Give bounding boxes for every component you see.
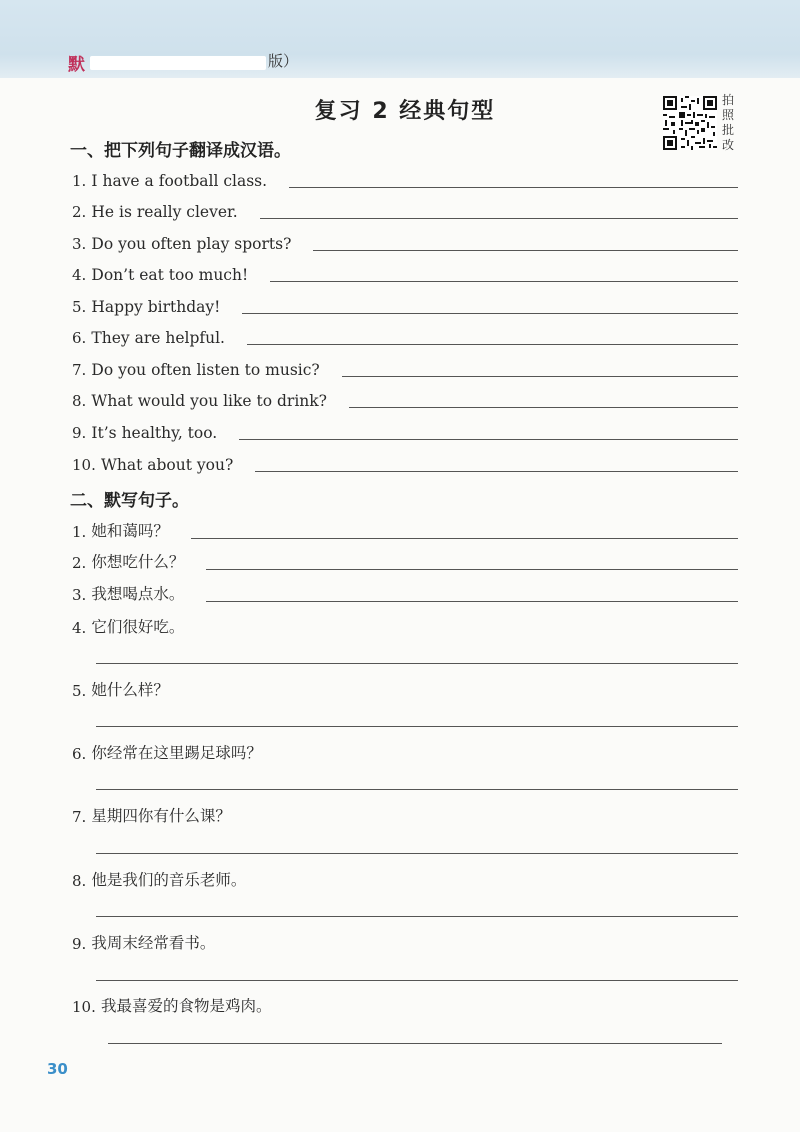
translate-item — [72, 262, 738, 284]
item-sentence: It’s healthy, too. — [91, 424, 218, 442]
answer-line[interactable] — [96, 726, 738, 727]
answer-line[interactable] — [313, 250, 738, 251]
translate-item — [72, 357, 738, 379]
item-number: 2. — [72, 203, 87, 221]
page-title: 复习 2 经典句型 — [314, 99, 496, 124]
item-prompt: 她和蔼吗？ — [91, 522, 169, 540]
edition-label: 版） — [268, 52, 299, 70]
answer-line[interactable] — [342, 376, 738, 377]
item-number: 5. — [72, 682, 87, 700]
item-prompt: 你经常在这里踢足球吗？ — [91, 744, 262, 762]
answer-line[interactable] — [96, 916, 738, 917]
qr-code-icon[interactable] — [663, 96, 717, 150]
item-number: 2. — [72, 554, 87, 572]
translate-item — [72, 231, 738, 253]
item-number: 9. — [72, 935, 87, 953]
item-sentence: I have a football class. — [91, 172, 268, 190]
dictation-item — [72, 868, 738, 890]
answer-line[interactable] — [206, 569, 738, 570]
item-number: 7. — [72, 808, 87, 826]
item-prompt: 我想喝点水。 — [91, 585, 185, 603]
item-number: 9. — [72, 424, 87, 442]
item-number: 1. — [72, 523, 87, 541]
page-number: 30 — [47, 1060, 68, 1078]
item-number: 4. — [72, 619, 87, 637]
answer-line[interactable] — [255, 471, 738, 472]
item-sentence: What about you? — [100, 456, 234, 474]
item-sentence: What would you like to drink? — [91, 392, 327, 410]
item-number: 8. — [72, 392, 87, 410]
answer-line[interactable] — [242, 313, 738, 314]
answer-line[interactable] — [96, 980, 738, 981]
answer-line[interactable] — [289, 187, 738, 188]
item-number: 1. — [72, 172, 87, 190]
dictation-item — [72, 615, 738, 637]
section-heading-translate: 一、把下列句子翻译成汉语。 — [70, 141, 291, 161]
answer-line[interactable] — [349, 407, 738, 408]
answer-line[interactable] — [96, 789, 738, 790]
item-number: 7. — [72, 361, 87, 379]
item-sentence: They are helpful. — [91, 329, 225, 347]
translate-item — [72, 294, 738, 316]
item-prompt: 它们很好吃。 — [91, 618, 185, 636]
item-prompt: 星期四你有什么课？ — [91, 807, 231, 825]
item-number: 6. — [72, 745, 87, 763]
translate-item — [72, 420, 738, 442]
answer-line[interactable] — [239, 439, 738, 440]
qr-caption: 拍照批改 — [722, 93, 735, 152]
dictation-item — [72, 550, 738, 572]
item-sentence: Do you often play sports? — [91, 235, 292, 253]
translate-item — [72, 388, 738, 410]
dictation-item — [72, 678, 738, 700]
item-sentence: Happy birthday! — [91, 298, 221, 316]
translate-item — [72, 452, 738, 474]
item-prompt: 她什么样？ — [91, 681, 169, 699]
item-number: 6. — [72, 329, 87, 347]
item-number: 3. — [72, 586, 87, 604]
dictation-item — [72, 582, 738, 604]
item-sentence: Do you often listen to music? — [91, 361, 320, 379]
item-number: 10. — [72, 456, 96, 474]
item-number: 10. — [72, 998, 96, 1016]
item-number: 5. — [72, 298, 87, 316]
item-number: 8. — [72, 872, 87, 890]
series-mark: 默 — [68, 55, 85, 75]
answer-line[interactable] — [270, 281, 738, 282]
dictation-item — [72, 519, 738, 541]
item-sentence: Don’t eat too much! — [91, 266, 249, 284]
answer-line[interactable] — [96, 853, 738, 854]
section-heading-dictation: 二、默写句子。 — [70, 491, 189, 511]
dictation-item — [72, 994, 738, 1016]
answer-line[interactable] — [206, 601, 738, 602]
answer-line[interactable] — [260, 218, 738, 219]
dictation-item — [72, 931, 738, 953]
dictation-item — [72, 741, 738, 763]
item-prompt: 我周末经常看书。 — [91, 934, 216, 952]
translate-item — [72, 325, 738, 347]
answer-line[interactable] — [108, 1043, 722, 1044]
translate-item — [72, 168, 738, 190]
series-title-redacted — [90, 56, 266, 70]
answer-line[interactable] — [191, 538, 738, 539]
item-sentence: He is really clever. — [91, 203, 238, 221]
answer-line[interactable] — [247, 344, 738, 345]
item-number: 4. — [72, 266, 87, 284]
item-prompt: 我最喜爱的食物是鸡肉。 — [100, 997, 272, 1015]
item-prompt: 他是我们的音乐老师。 — [91, 871, 247, 889]
dictation-item — [72, 804, 738, 826]
translate-item — [72, 199, 738, 221]
item-number: 3. — [72, 235, 87, 253]
item-prompt: 你想吃什么？ — [91, 553, 185, 571]
answer-line[interactable] — [96, 663, 738, 664]
